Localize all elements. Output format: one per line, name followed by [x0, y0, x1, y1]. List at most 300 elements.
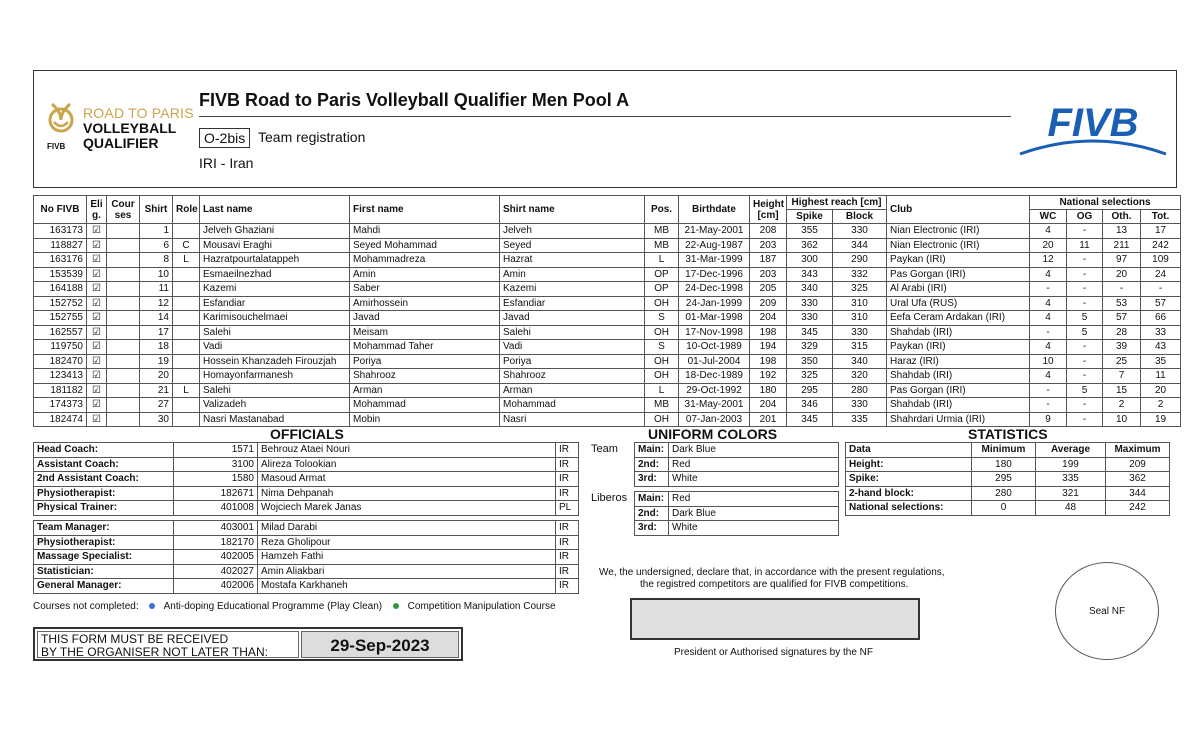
uniform-row: [635, 521, 839, 536]
col-pos: Pos.: [645, 196, 679, 224]
cell-wc: 12: [1030, 253, 1067, 268]
cell-pos: MB: [645, 224, 679, 239]
cell-og: 5: [1067, 311, 1103, 326]
cell-courses: [107, 296, 140, 311]
cell-wc: 20: [1030, 238, 1067, 253]
cell-shirt-name: Shahrooz: [500, 369, 645, 384]
declaration-line-2: the registred competitors are qualified for FIVB competitions.: [640, 579, 909, 590]
cell-pos: L: [645, 383, 679, 398]
official-row: [34, 579, 579, 594]
cell-pos: OP: [645, 282, 679, 297]
stats-label: Height:: [846, 457, 972, 472]
cell-og: -: [1067, 267, 1103, 282]
signature-box[interactable]: [630, 598, 920, 640]
libero-uniform-table: [634, 491, 839, 536]
cell-height: 198: [750, 325, 787, 340]
cell-pos: L: [645, 253, 679, 268]
cell-block: 310: [833, 296, 887, 311]
cell-tot: 33: [1141, 325, 1181, 340]
uniform-color: Dark Blue: [669, 506, 839, 521]
cell-elig-check-icon: ☑: [87, 412, 107, 427]
official-id: 401008: [174, 501, 258, 516]
cell-courses: [107, 267, 140, 282]
official-country: IR: [556, 579, 579, 594]
cell-club: Pas Gorgan (IRI): [887, 383, 1030, 398]
cell-shirt: 20: [140, 369, 173, 384]
competition-manipulation-dot-icon: [393, 603, 399, 609]
cell-elig-check-icon: ☑: [87, 354, 107, 369]
cell-spike: 345: [787, 412, 833, 427]
document-title: FIVB Road to Paris Volleyball Qualifier Men Pool A: [199, 90, 630, 110]
cell-height: 204: [750, 398, 787, 413]
cell-oth: 13: [1103, 224, 1141, 239]
cell-birthdate: 22-Aug-1987: [679, 238, 750, 253]
cell-wc: 4: [1030, 369, 1067, 384]
cell-club: Pas Gorgan (IRI): [887, 267, 1030, 282]
statistics-title: STATISTICS: [968, 426, 1048, 442]
table-row: [34, 238, 1181, 253]
official-name: Milad Darabi: [258, 521, 556, 536]
table-row: [34, 340, 1181, 355]
official-role: 2nd Assistant Coach:: [34, 472, 174, 487]
uniform-color: Dark Blue: [669, 443, 839, 458]
cell-shirt: 1: [140, 224, 173, 239]
officials-table-2: [33, 520, 579, 594]
cell-block: 280: [833, 383, 887, 398]
cell-shirt-name: Hazrat: [500, 253, 645, 268]
stats-header: Maximum: [1106, 443, 1170, 458]
cell-courses: [107, 398, 140, 413]
cell-spike: 325: [787, 369, 833, 384]
form-code-badge: O-2bis: [199, 128, 250, 148]
cell-last-name: Salehi: [200, 325, 350, 340]
cell-first-name: Mahdi: [350, 224, 500, 239]
cell-height: 201: [750, 412, 787, 427]
stats-value: 199: [1036, 457, 1106, 472]
deadline-line-1: THIS FORM MUST BE RECEIVED: [41, 632, 229, 646]
cell-height: 192: [750, 369, 787, 384]
cell-og: -: [1067, 296, 1103, 311]
team-name: IRI - Iran: [199, 155, 254, 171]
uniform-row: [635, 472, 839, 487]
official-country: PL: [556, 501, 579, 516]
cell-last-name: Nasri Mastanabad: [200, 412, 350, 427]
cell-role: [173, 325, 200, 340]
cell-role: [173, 398, 200, 413]
uniform-row: [635, 506, 839, 521]
cell-shirt-name: Amin: [500, 267, 645, 282]
cell-shirt: 8: [140, 253, 173, 268]
stats-value: 362: [1106, 472, 1170, 487]
cell-first-name: Mohammad Taher: [350, 340, 500, 355]
cell-shirt: 12: [140, 296, 173, 311]
official-name: Reza Gholipour: [258, 535, 556, 550]
deadline-line-2: BY THE ORGANISER NOT LATER THAN:: [41, 645, 268, 659]
cell-last-name: Kazemi: [200, 282, 350, 297]
stats-value: 180: [972, 457, 1036, 472]
cell-courses: [107, 253, 140, 268]
cell-oth: 2: [1103, 398, 1141, 413]
cell-block: 310: [833, 311, 887, 326]
cell-courses: [107, 224, 140, 239]
cell-elig-check-icon: ☑: [87, 398, 107, 413]
official-row: [34, 501, 579, 516]
cell-tot: -: [1141, 282, 1181, 297]
cell-tot: 57: [1141, 296, 1181, 311]
cell-first-name: Saber: [350, 282, 500, 297]
uniform-row: [635, 443, 839, 458]
cell-club: Shahrdari Urmia (IRI): [887, 412, 1030, 427]
cell-role: [173, 267, 200, 282]
cell-role: [173, 296, 200, 311]
cell-oth: 20: [1103, 267, 1141, 282]
official-row: [34, 486, 579, 501]
official-name: Masoud Armat: [258, 472, 556, 487]
official-role: Physiotherapist:: [34, 535, 174, 550]
cell-elig-check-icon: ☑: [87, 224, 107, 239]
officials-table-1: [33, 442, 579, 516]
libero-uniform-label: Liberos: [591, 492, 628, 504]
cell-tot: 17: [1141, 224, 1181, 239]
cell-pos: OH: [645, 296, 679, 311]
cell-courses: [107, 412, 140, 427]
cell-club: Ural Ufa (RUS): [887, 296, 1030, 311]
cell-pos: OH: [645, 369, 679, 384]
uniform-color: Red: [669, 457, 839, 472]
official-id: 403001: [174, 521, 258, 536]
fivb-logo-text: FIVB: [1047, 101, 1139, 145]
official-id: 402027: [174, 564, 258, 579]
anti-doping-dot-icon: [149, 603, 155, 609]
col-shirt: Shirt: [140, 196, 173, 224]
official-country: IR: [556, 443, 579, 458]
cell-oth: 7: [1103, 369, 1141, 384]
cell-role: [173, 369, 200, 384]
cell-role: [173, 354, 200, 369]
official-country: IR: [556, 457, 579, 472]
cell-role: [173, 311, 200, 326]
uniform-row: [635, 492, 839, 507]
cell-no-fivb: 164188: [34, 282, 87, 297]
table-row: [34, 253, 1181, 268]
cell-first-name: Seyed Mohammad: [350, 238, 500, 253]
stats-row: [846, 457, 1170, 472]
cell-height: 180: [750, 383, 787, 398]
course-anti-doping: Anti-doping Educational Programme (Play Clean): [163, 601, 383, 612]
cell-elig-check-icon: ☑: [87, 369, 107, 384]
cell-spike: 340: [787, 282, 833, 297]
cell-courses: [107, 383, 140, 398]
cell-last-name: Salehi: [200, 383, 350, 398]
cell-elig-check-icon: ☑: [87, 383, 107, 398]
cell-no-fivb: 174373: [34, 398, 87, 413]
cell-shirt: 21: [140, 383, 173, 398]
cell-shirt: 11: [140, 282, 173, 297]
cell-pos: S: [645, 340, 679, 355]
stats-header: Minimum: [972, 443, 1036, 458]
cell-no-fivb: 163176: [34, 253, 87, 268]
cell-pos: MB: [645, 398, 679, 413]
col-tot: Tot.: [1141, 210, 1181, 224]
cell-birthdate: 07-Jan-2003: [679, 412, 750, 427]
cell-tot: 109: [1141, 253, 1181, 268]
cell-shirt-name: Javad: [500, 311, 645, 326]
cell-og: -: [1067, 224, 1103, 239]
cell-birthdate: 24-Dec-1998: [679, 282, 750, 297]
cell-wc: 9: [1030, 412, 1067, 427]
official-row: [34, 521, 579, 536]
logo-line-1: ROAD TO PARIS: [83, 105, 194, 121]
cell-last-name: Hazratpourtalatappeh: [200, 253, 350, 268]
cell-block: 320: [833, 369, 887, 384]
cell-wc: 4: [1030, 224, 1067, 239]
uniform-color: White: [669, 521, 839, 536]
cell-spike: 350: [787, 354, 833, 369]
cell-elig-check-icon: ☑: [87, 267, 107, 282]
table-row: [34, 224, 1181, 239]
cell-wc: -: [1030, 325, 1067, 340]
col-shirt-name: Shirt name: [500, 196, 645, 224]
cell-role: L: [173, 383, 200, 398]
official-country: IR: [556, 486, 579, 501]
cell-club: Nian Electronic (IRI): [887, 238, 1030, 253]
cell-height: 187: [750, 253, 787, 268]
uniform-slot: 2nd:: [635, 457, 669, 472]
cell-oth: 57: [1103, 311, 1141, 326]
official-row: [34, 550, 579, 565]
cell-block: 340: [833, 354, 887, 369]
official-id: 3100: [174, 457, 258, 472]
col-birthdate: Birthdate: [679, 196, 750, 224]
cell-spike: 300: [787, 253, 833, 268]
cell-courses: [107, 311, 140, 326]
cell-block: 315: [833, 340, 887, 355]
cell-og: -: [1067, 282, 1103, 297]
logo-fivb-text: FIVB: [47, 142, 66, 151]
team-uniform-label: Team: [591, 443, 618, 455]
cell-birthdate: 01-Mar-1998: [679, 311, 750, 326]
statistics-table: [845, 442, 1170, 516]
cell-role: [173, 282, 200, 297]
cell-no-fivb: 162557: [34, 325, 87, 340]
cell-first-name: Mohammadreza: [350, 253, 500, 268]
cell-height: 205: [750, 282, 787, 297]
cell-club: Shahdab (IRI): [887, 398, 1030, 413]
cell-last-name: Mousavi Eraghi: [200, 238, 350, 253]
cell-club: Al Arabi (IRI): [887, 282, 1030, 297]
cell-oth: -: [1103, 282, 1141, 297]
officials-title: OFFICIALS: [270, 426, 344, 442]
official-name: Alireza Tolookian: [258, 457, 556, 472]
cell-first-name: Poriya: [350, 354, 500, 369]
cell-block: 332: [833, 267, 887, 282]
cell-birthdate: 17-Dec-1996: [679, 267, 750, 282]
uniform-color: White: [669, 472, 839, 487]
official-country: IR: [556, 472, 579, 487]
cell-pos: OH: [645, 412, 679, 427]
cell-shirt: 14: [140, 311, 173, 326]
official-country: IR: [556, 521, 579, 536]
players-body: [34, 224, 1181, 427]
stats-value: 209: [1106, 457, 1170, 472]
cell-block: 344: [833, 238, 887, 253]
cell-no-fivb: 163173: [34, 224, 87, 239]
cell-birthdate: 21-May-2001: [679, 224, 750, 239]
official-id: 182671: [174, 486, 258, 501]
fivb-logo: [1018, 100, 1168, 162]
cell-shirt-name: Poriya: [500, 354, 645, 369]
official-name: Nima Dehpanah: [258, 486, 556, 501]
official-country: IR: [556, 564, 579, 579]
cell-block: 330: [833, 224, 887, 239]
logo-line-3: QUALIFIER: [83, 135, 159, 151]
cell-wc: 4: [1030, 340, 1067, 355]
cell-shirt: 17: [140, 325, 173, 340]
cell-first-name: Shahrooz: [350, 369, 500, 384]
cell-no-fivb: 152755: [34, 311, 87, 326]
cell-spike: 329: [787, 340, 833, 355]
cell-wc: 4: [1030, 296, 1067, 311]
cell-elig-check-icon: ☑: [87, 253, 107, 268]
form-name: Team registration: [258, 129, 366, 145]
course-competition-manipulation: Competition Manipulation Course: [407, 601, 556, 612]
cell-club: Shahdab (IRI): [887, 369, 1030, 384]
cell-birthdate: 10-Oct-1989: [679, 340, 750, 355]
cell-last-name: Homayonfarmanesh: [200, 369, 350, 384]
cell-oth: 15: [1103, 383, 1141, 398]
cell-height: 208: [750, 224, 787, 239]
table-row: [34, 296, 1181, 311]
cell-spike: 345: [787, 325, 833, 340]
stats-value: 344: [1106, 486, 1170, 501]
cell-birthdate: 01-Jul-2004: [679, 354, 750, 369]
uniform-slot: Main:: [635, 492, 669, 507]
cell-og: -: [1067, 354, 1103, 369]
cell-tot: 242: [1141, 238, 1181, 253]
official-row: [34, 564, 579, 579]
official-role: Assistant Coach:: [34, 457, 174, 472]
official-id: 182170: [174, 535, 258, 550]
cell-block: 335: [833, 412, 887, 427]
cell-elig-check-icon: ☑: [87, 282, 107, 297]
cell-club: Shahdab (IRI): [887, 325, 1030, 340]
table-row: [34, 383, 1181, 398]
cell-spike: 330: [787, 296, 833, 311]
cell-height: 203: [750, 267, 787, 282]
cell-last-name: Vadi: [200, 340, 350, 355]
cell-birthdate: 17-Nov-1998: [679, 325, 750, 340]
uniform-slot: 3rd:: [635, 472, 669, 487]
cell-pos: OH: [645, 354, 679, 369]
cell-shirt-name: Kazemi: [500, 282, 645, 297]
cell-birthdate: 31-May-2001: [679, 398, 750, 413]
col-first-name: First name: [350, 196, 500, 224]
cell-shirt: 10: [140, 267, 173, 282]
cell-oth: 10: [1103, 412, 1141, 427]
cell-wc: 4: [1030, 267, 1067, 282]
cell-club: Paykan (IRI): [887, 253, 1030, 268]
cell-courses: [107, 340, 140, 355]
cell-no-fivb: 153539: [34, 267, 87, 282]
cell-first-name: Javad: [350, 311, 500, 326]
col-wc: WC: [1030, 210, 1067, 224]
col-national-selections: National selections: [1030, 196, 1181, 210]
table-row: [34, 325, 1181, 340]
cell-role: C: [173, 238, 200, 253]
cell-no-fivb: 182474: [34, 412, 87, 427]
official-name: Wojciech Marek Janas: [258, 501, 556, 516]
stats-label: Spike:: [846, 472, 972, 487]
uniform-row: [635, 457, 839, 472]
official-role: Physiotherapist:: [34, 486, 174, 501]
cell-tot: 24: [1141, 267, 1181, 282]
cell-courses: [107, 282, 140, 297]
cell-shirt-name: Arman: [500, 383, 645, 398]
cell-elig-check-icon: ☑: [87, 296, 107, 311]
official-role: Statistician:: [34, 564, 174, 579]
cell-birthdate: 24-Jan-1999: [679, 296, 750, 311]
cell-wc: -: [1030, 282, 1067, 297]
cell-courses: [107, 369, 140, 384]
cell-last-name: Jelveh Ghaziani: [200, 224, 350, 239]
cell-tot: 2: [1141, 398, 1181, 413]
stats-label: National selections:: [846, 501, 972, 516]
cell-elig-check-icon: ☑: [87, 325, 107, 340]
stats-value: 295: [972, 472, 1036, 487]
cell-spike: 343: [787, 267, 833, 282]
cell-shirt-name: Vadi: [500, 340, 645, 355]
col-oth: Oth.: [1103, 210, 1141, 224]
logo-line-2: VOLLEYBALL: [83, 120, 177, 136]
cell-birthdate: 31-Mar-1999: [679, 253, 750, 268]
col-role: Role: [173, 196, 200, 224]
cell-first-name: Amirhossein: [350, 296, 500, 311]
stats-value: 48: [1036, 501, 1106, 516]
stats-header: Data: [846, 443, 972, 458]
players-table: [33, 195, 1181, 427]
cell-wc: 4: [1030, 311, 1067, 326]
cell-wc: -: [1030, 398, 1067, 413]
cell-spike: 362: [787, 238, 833, 253]
stats-label: 2-hand block:: [846, 486, 972, 501]
uniform-slot: 3rd:: [635, 521, 669, 536]
cell-oth: 39: [1103, 340, 1141, 355]
cell-role: [173, 224, 200, 239]
cell-no-fivb: 181182: [34, 383, 87, 398]
stats-value: 242: [1106, 501, 1170, 516]
cell-first-name: Meisam: [350, 325, 500, 340]
cell-birthdate: 29-Oct-1992: [679, 383, 750, 398]
cell-tot: 43: [1141, 340, 1181, 355]
official-id: 402005: [174, 550, 258, 565]
col-elig: Eli g.: [87, 196, 107, 224]
cell-spike: 330: [787, 311, 833, 326]
cell-first-name: Amin: [350, 267, 500, 282]
cell-shirt-name: Nasri: [500, 412, 645, 427]
cell-height: 203: [750, 238, 787, 253]
stats-value: 335: [1036, 472, 1106, 487]
cell-club: Eefa Ceram Ardakan (IRI): [887, 311, 1030, 326]
cell-tot: 20: [1141, 383, 1181, 398]
cell-og: -: [1067, 398, 1103, 413]
table-row: [34, 282, 1181, 297]
col-block: Block: [833, 210, 887, 224]
col-last-name: Last name: [200, 196, 350, 224]
col-no-fivb: No FIVB: [34, 196, 87, 224]
col-spike: Spike: [787, 210, 833, 224]
official-role: Massage Specialist:: [34, 550, 174, 565]
cell-og: 5: [1067, 383, 1103, 398]
